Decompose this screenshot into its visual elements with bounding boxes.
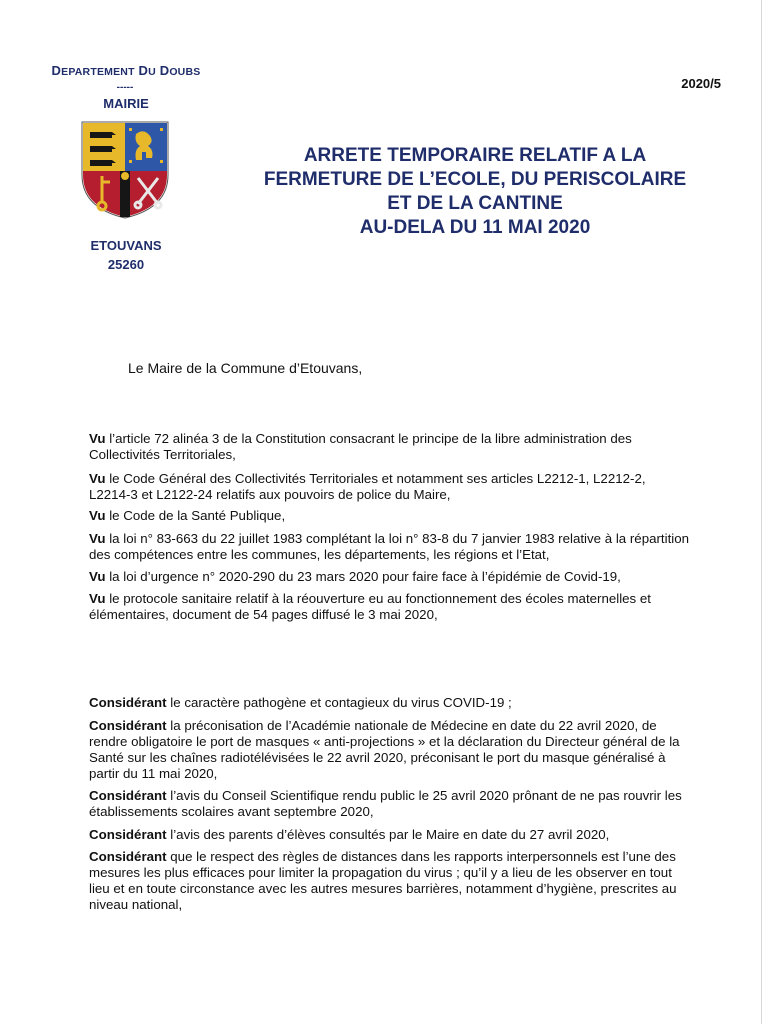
vu-paragraph: Vu la loi n° 83-663 du 22 juillet 1983 complétant la loi n° 83-8 du 7 janvier 1983 relative à la répartition des compétences entre les communes, les départements, les régions et l’Etat, xyxy=(89,531,690,562)
vu-paragraph: Vu l’article 72 alinéa 3 de la Constitution consacrant le principe de la libre administration des Collectivités Territoriales, xyxy=(89,431,632,462)
vu-label: Vu xyxy=(89,569,106,584)
considerant-paragraph: Considérant que le respect des règles de distances dans les rapports interpersonnels est l’une des mesures les plus efficaces pour limiter la propagation du virus ; qu’il y a lieu de les observer en tout lieu et en toute circonstance avec les autres mesures barrières, notamment d’hygiène, prescrites au niveau national, xyxy=(89,849,677,912)
vu-paragraph: Vu la loi d’urgence n° 2020-290 du 23 mars 2020 pour faire face à l’épidémie de Covid-19, xyxy=(89,569,621,584)
considerant-paragraph: Considérant la préconisation de l’Académie nationale de Médecine en date du 22 avril 2020, de rendre obligatoire le port de masques « anti-projections » et la déclaration du Directeur général de la Santé sur les chaînes radiotélévisées le 22 avril 2020, préconisant le port du masque généralisé à partir du 11 mai 2020, xyxy=(89,718,680,781)
office-heading: MAIRIE xyxy=(103,96,149,111)
town-block xyxy=(38,236,214,274)
considerant-label: Considérant xyxy=(89,695,167,710)
town-crest-icon xyxy=(80,120,170,220)
considerant-label: Considérant xyxy=(89,827,167,842)
town-name: ETOUVANS xyxy=(90,238,162,253)
vu-label: Vu xyxy=(89,591,106,606)
vu-paragraph: Vu le protocole sanitaire relatif à la réouverture eu au fonctionnement des écoles maternelles et élémentaires, document de 54 pages diffusé le 3 mai 2020, xyxy=(89,591,651,622)
title-line: ET DE LA CANTINE xyxy=(387,193,563,214)
department-heading: DEPARTEMENT DU DOUBS xyxy=(51,63,201,78)
intro-line: Le Maire de la Commune d’Etouvans, xyxy=(128,360,363,376)
title-line: FERMETURE DE L’ECOLE, DU PERISCOLAIRE xyxy=(263,169,687,190)
title-line: ARRETE TEMPORAIRE RELATIF A LA xyxy=(303,145,647,166)
vu-label: Vu xyxy=(89,471,106,486)
postcode: 25260 xyxy=(107,257,145,272)
considerant-paragraph: Considérant le caractère pathogène et contagieux du virus COVID-19 ; xyxy=(89,695,512,710)
vu-label: Vu xyxy=(89,531,106,546)
considerant-paragraph: Considérant l’avis des parents d’élèves consultés par le Maire en date du 27 avril 2020, xyxy=(89,827,610,842)
considerant-label: Considérant xyxy=(89,788,167,803)
scan-edge-line xyxy=(761,0,762,1024)
considerant-label: Considérant xyxy=(89,718,167,733)
considerant-label: Considérant xyxy=(89,849,167,864)
title-line: AU-DELA DU 11 MAI 2020 xyxy=(359,217,591,238)
decree-title xyxy=(220,144,730,240)
decree-reference: 2020/5 xyxy=(681,76,721,91)
considerant-paragraph: Considérant l’avis du Conseil Scientifique rendu public le 25 avril 2020 prônant de ne pas rouvrir les établissements scolaires avant septembre 2020, xyxy=(89,788,682,819)
header-separator: ----- xyxy=(116,82,134,93)
vu-paragraph: Vu le Code Général des Collectivités Territoriales et notamment ses articles L2212-1, L2212-2, L2214-3 et L2122-24 relatifs aux pouvoirs de police du Maire, xyxy=(89,471,646,502)
vu-label: Vu xyxy=(89,508,106,523)
vu-paragraph: Vu le Code de la Santé Publique, xyxy=(89,508,286,523)
vu-label: Vu xyxy=(89,431,106,446)
